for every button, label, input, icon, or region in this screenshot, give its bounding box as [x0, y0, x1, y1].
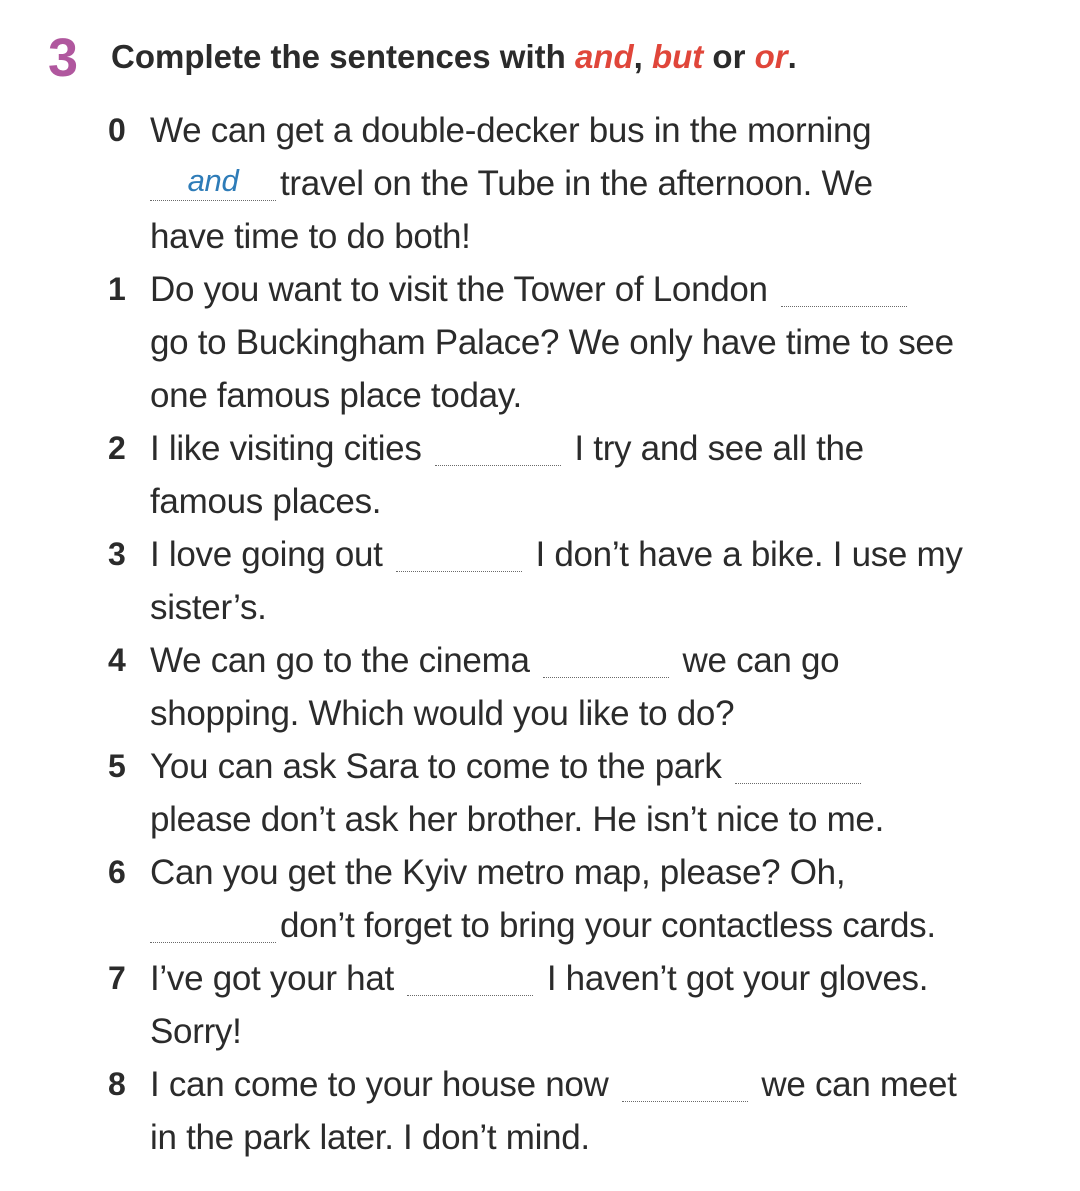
item-number: 7	[108, 960, 126, 996]
item-number: 6	[108, 854, 126, 890]
keyword-but: but	[651, 38, 704, 75]
sentence-item-6	[108, 846, 1048, 952]
line	[150, 157, 1048, 210]
sentence-text: sister’s.	[150, 588, 267, 627]
line	[150, 634, 1048, 687]
sentence-text: I can come to your house now	[150, 1065, 609, 1104]
line	[150, 1005, 1048, 1058]
sentence-item-1	[108, 263, 1048, 422]
answer-blank[interactable]	[781, 272, 907, 307]
sentence-text: we can meet	[761, 1065, 957, 1104]
sentence-item-0	[108, 104, 1048, 263]
line	[150, 475, 1048, 528]
answer-blank	[150, 163, 276, 201]
sentence-text: don’t forget to bring your contactless cards.	[280, 906, 936, 945]
item-number: 1	[108, 271, 126, 307]
example-answer: and	[187, 163, 239, 198]
item-number: 3	[108, 536, 126, 572]
sentence-item-3	[108, 528, 1048, 634]
item-number: 4	[108, 642, 126, 678]
sentence-text: Can you get the Kyiv metro map, please? Oh,	[150, 853, 846, 892]
sentence-text: in the park later. I don’t mind.	[150, 1118, 590, 1157]
sentence-text: Do you want to visit the Tower of London	[150, 270, 768, 309]
answer-blank[interactable]	[407, 961, 533, 996]
instruction-prefix: Complete the sentences with	[111, 38, 575, 75]
line	[150, 316, 1048, 369]
sentence-text: we can go	[682, 641, 840, 680]
sentence-text: one famous place today.	[150, 376, 522, 415]
line	[150, 1111, 1048, 1164]
item-number: 8	[108, 1066, 126, 1102]
sentence-item-2	[108, 422, 1048, 528]
line	[150, 210, 1048, 263]
instruction-suffix: .	[787, 38, 797, 75]
answer-blank[interactable]	[150, 908, 276, 943]
answer-blank[interactable]	[735, 749, 861, 784]
instruction-sep2: or	[703, 38, 755, 75]
sentence-text: famous places.	[150, 482, 382, 521]
line	[150, 104, 1048, 157]
sentence-text: We can go to the cinema	[150, 641, 530, 680]
sentence-item-5	[108, 740, 1048, 846]
line	[150, 422, 1048, 475]
line	[150, 846, 1048, 899]
exercise-number: 3	[48, 28, 79, 88]
line	[150, 687, 1048, 740]
sentence-item-8	[108, 1058, 1048, 1164]
item-number: 0	[108, 112, 126, 148]
keyword-and: and	[574, 38, 634, 75]
line	[150, 899, 1048, 952]
sentence-text: I love going out	[150, 535, 383, 574]
answer-blank[interactable]	[543, 643, 669, 678]
sentence-text: Sorry!	[150, 1012, 242, 1051]
answer-blank[interactable]	[622, 1067, 748, 1102]
item-number: 5	[108, 748, 126, 784]
sentence-text: We can get a double-decker bus in the morning	[150, 111, 872, 150]
sentence-text: I’ve got your hat	[150, 959, 394, 998]
sentence-text: shopping. Which would you like to do?	[150, 694, 735, 733]
sentence-text: please don’t ask her brother. He isn’t nice to me.	[150, 800, 885, 839]
item-number: 2	[108, 430, 126, 466]
sentence-text: go to Buckingham Palace? We only have time to see	[150, 323, 954, 362]
sentence-item-7	[108, 952, 1048, 1058]
line	[150, 369, 1048, 422]
line	[150, 263, 1048, 316]
line	[150, 740, 1048, 793]
sentence-text: I don’t have a bike. I use my	[535, 535, 963, 574]
sentence-list	[108, 104, 1048, 1164]
sentence-item-4	[108, 634, 1048, 740]
line	[150, 528, 1048, 581]
answer-blank[interactable]	[396, 537, 522, 572]
sentence-text: travel on the Tube in the afternoon. We	[280, 164, 873, 203]
sentence-text: I haven’t got your gloves.	[546, 959, 929, 998]
answer-blank[interactable]	[435, 431, 561, 466]
sentence-text: have time to do both!	[150, 217, 471, 256]
sentence-text: I like visiting cities	[150, 429, 422, 468]
instruction	[111, 36, 797, 78]
line	[150, 952, 1048, 1005]
line	[150, 1058, 1048, 1111]
instruction-sep1: ,	[633, 38, 652, 75]
keyword-or: or	[754, 38, 788, 75]
sentence-text: You can ask Sara to come to the park	[150, 747, 722, 786]
line	[150, 793, 1048, 846]
line	[150, 581, 1048, 634]
sentence-text: I try and see all the	[574, 429, 864, 468]
